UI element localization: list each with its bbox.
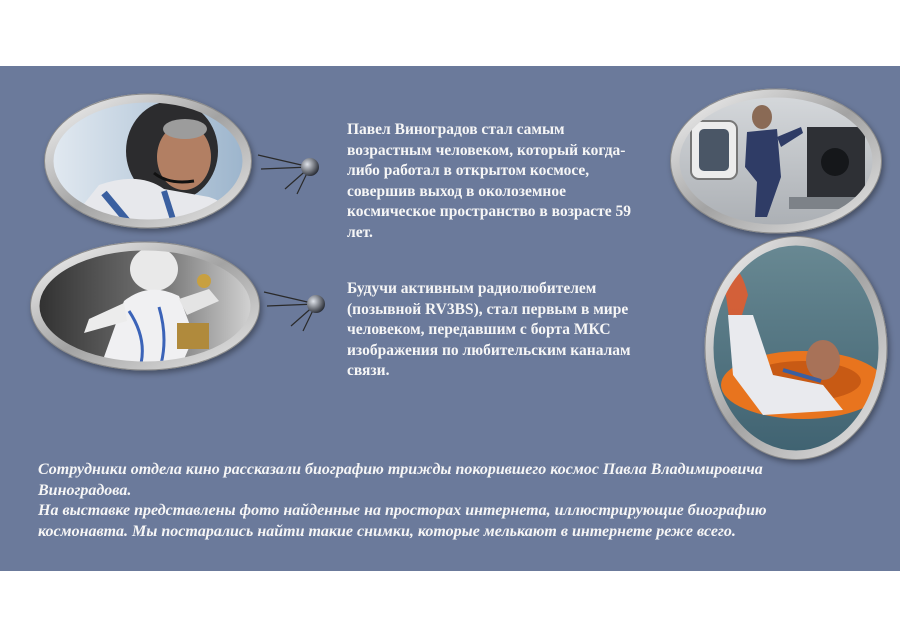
photo-frame-helmet [44, 93, 252, 229]
caption-line: космонавта. Мы постарались найти такие снимки, которые мелькают в интернете реже всего. [38, 522, 736, 540]
fact-line: (позывной RV3BS), стал первым в мире [347, 300, 629, 318]
caption-line: На выставке представлены фото найденные на просторах интернета, иллюстрирующие биографию [38, 502, 767, 519]
fact-line: либо работал в открытом космосе, [347, 162, 590, 179]
fact-line: связи. [347, 362, 390, 379]
fact-line: Павел Виноградов стал самым [347, 121, 565, 138]
fact-line: космическое пространство в возрасте 59 [347, 203, 632, 220]
slide-caption [38, 460, 878, 542]
fact-line: возрастным человеком, который когда- [347, 141, 626, 159]
fact-radio-amateur [347, 279, 667, 382]
fact-oldest-spacewalker [347, 120, 667, 243]
photo-frame-station [669, 87, 883, 235]
photo-frame-water [703, 235, 889, 461]
sputnik-icon [255, 147, 327, 197]
photo-station [669, 87, 883, 235]
caption-line: Сотрудники отдела кино рассказали биографию трижды покорившего космос Павла Владимировича [38, 461, 763, 478]
fact-line: изображения по любительским каналам [347, 341, 631, 359]
fact-line: Будучи активным радиолюбителем [347, 280, 597, 297]
fact-line: человеком, передавшим с борта МКС [347, 321, 611, 338]
caption-line: Виноградова. [38, 481, 132, 499]
photo-frame-spacewalk [29, 241, 261, 371]
sputnik-icon [261, 284, 333, 334]
fact-line: совершив выход в околоземное [347, 182, 566, 200]
fact-line: лет. [347, 223, 373, 241]
photo-water [703, 235, 889, 461]
